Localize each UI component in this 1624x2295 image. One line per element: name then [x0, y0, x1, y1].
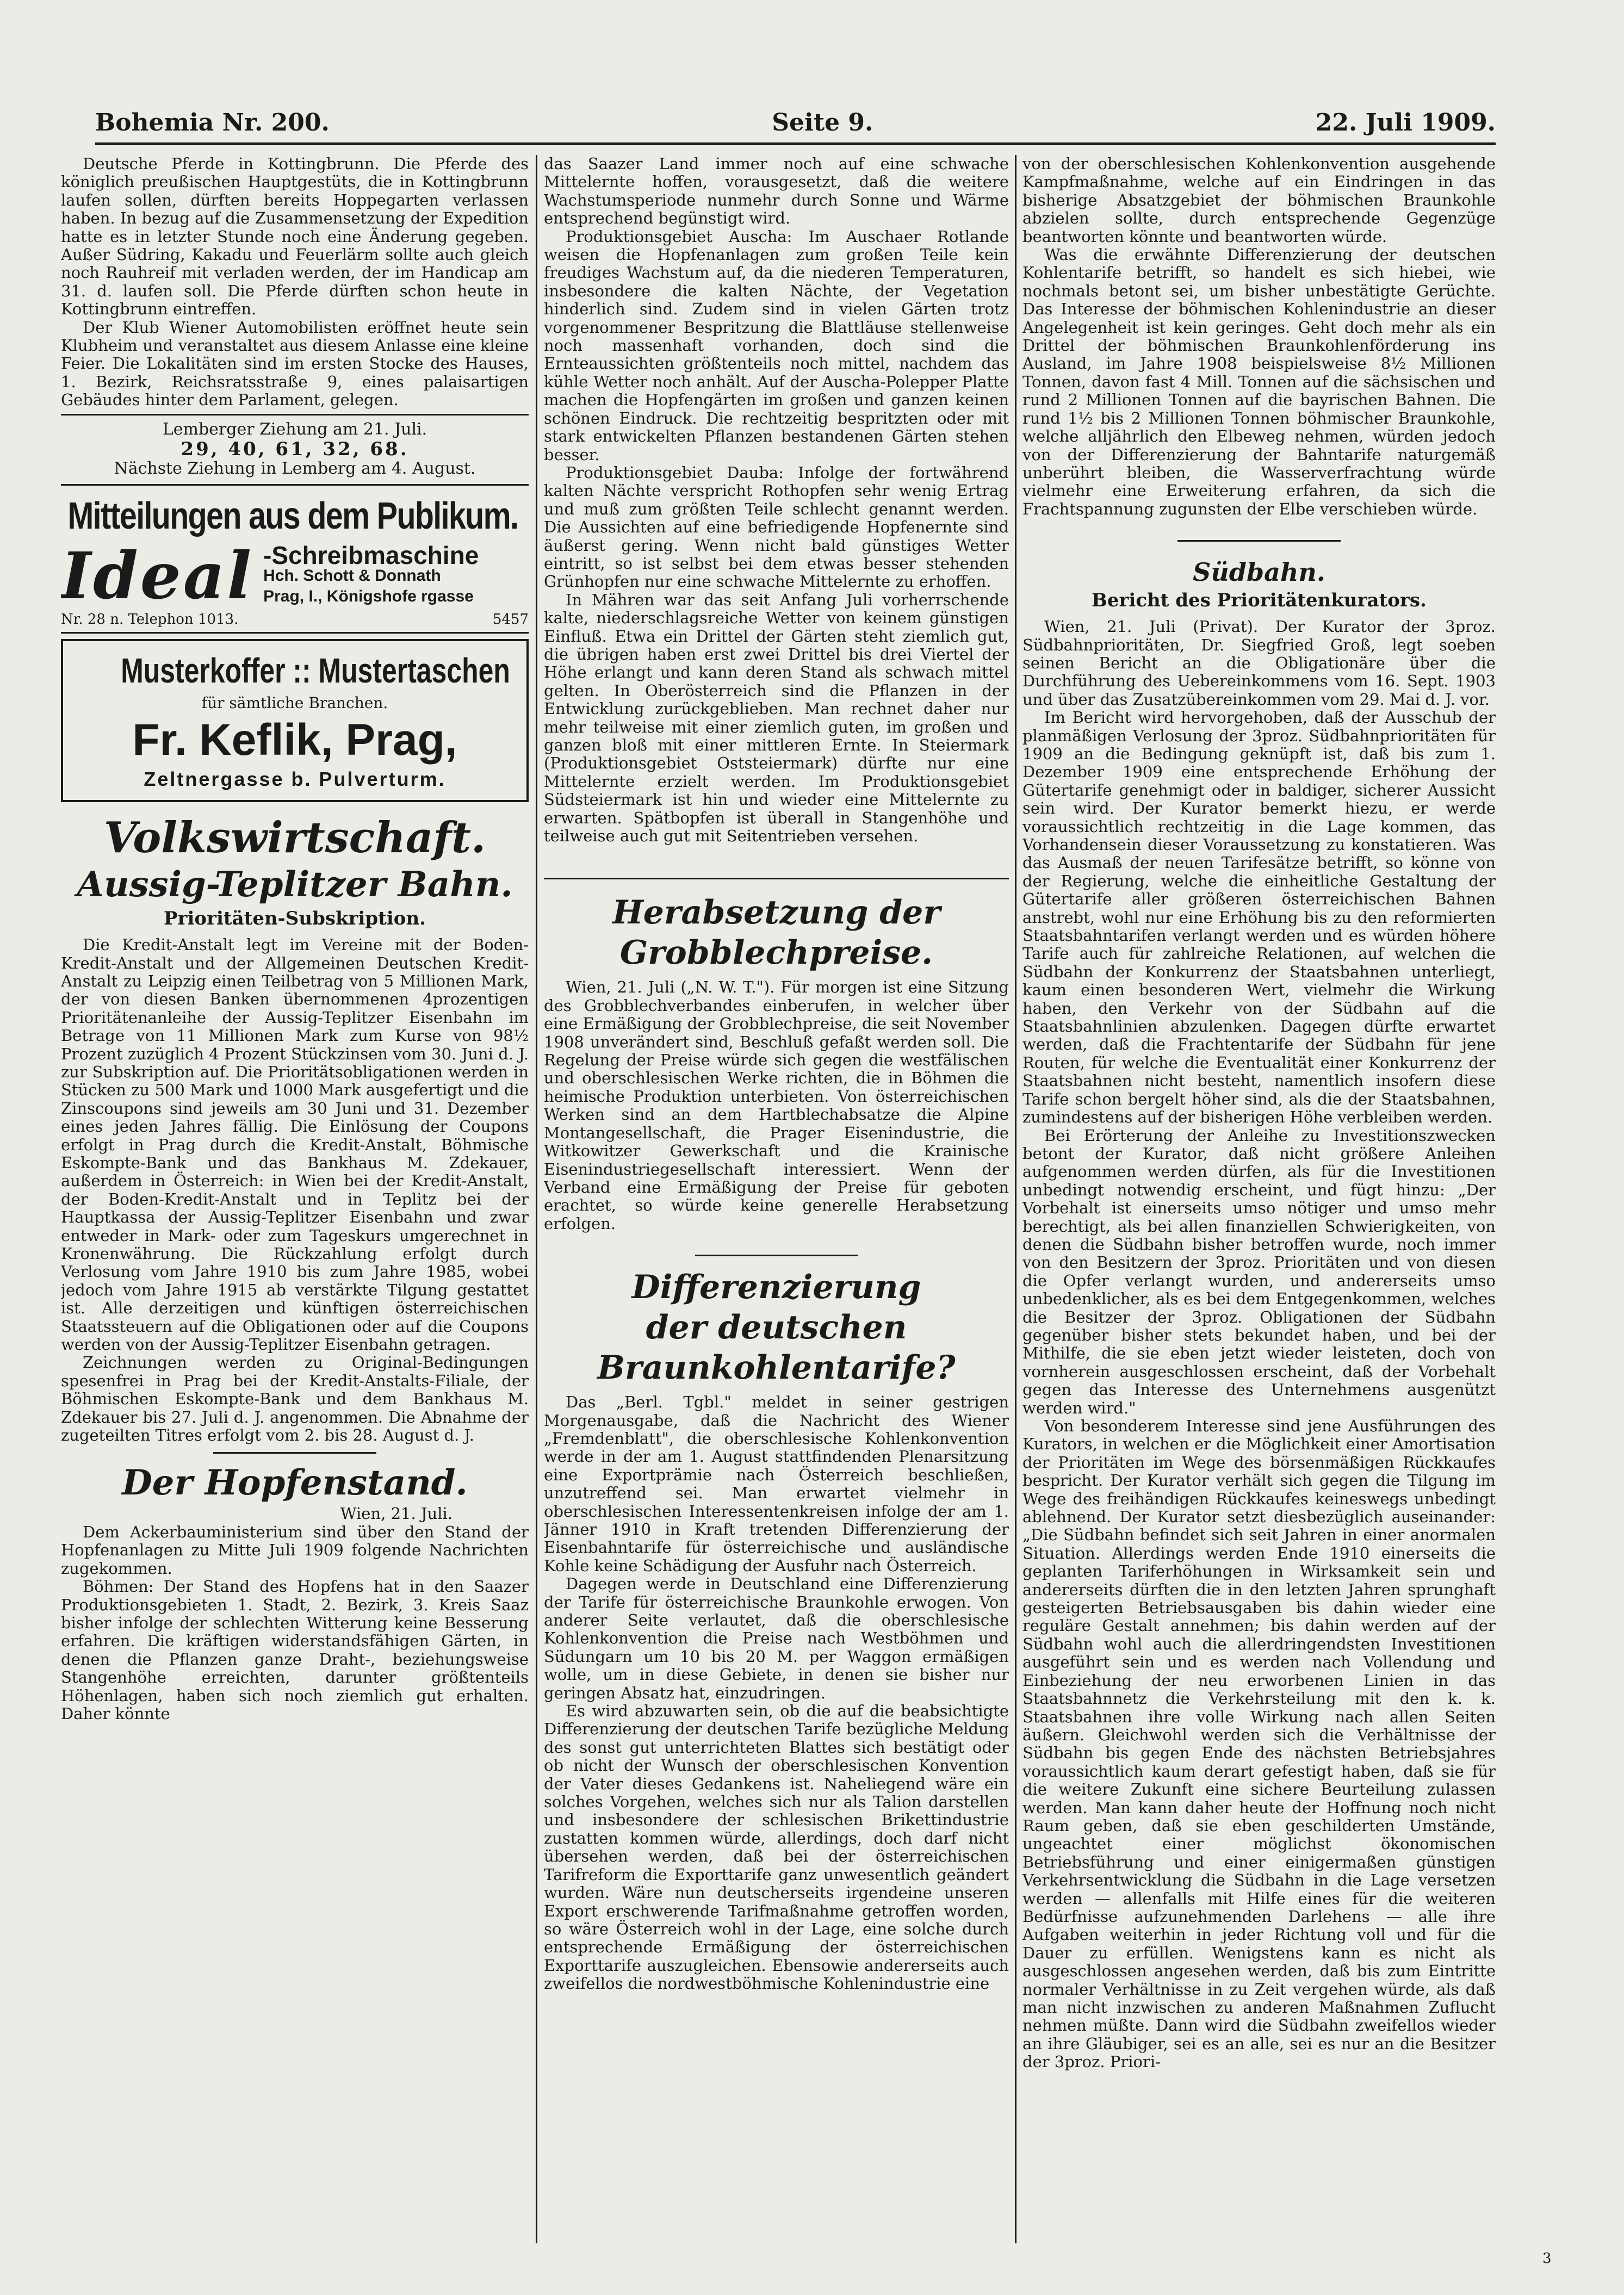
section-title-volkswirtschaft: Volkswirtschaft. — [103, 813, 486, 863]
divider — [1177, 540, 1341, 542]
article-title-aussig: Aussig-Teplitzer Bahn. — [77, 864, 513, 905]
article-hopfen-p1: Dem Ackerbauministerium sind über den Stand der Hopfenanlagen zu Mitte Juli 1909 folgende Nachrichten zugekommen. — [61, 1522, 529, 1578]
article-title-hopfen: Der Hopfenstand. — [122, 1462, 468, 1504]
masthead-page: Seite 9. — [772, 108, 873, 137]
column-1 — [61, 155, 529, 2243]
divider — [695, 1255, 858, 1256]
article-klub: Der Klub Wiener Automobilisten eröffnet heute sein Klubheim und veranstaltet aus diesem Anlasse eine kleine Feier. Die Lokalitäten sind im ersten Stocke des Hauses, 1. Bezirk, Reichsratsstraße 9, eines palaisartigen Gebäudes hinter dem Parlament, gelegen. — [61, 318, 529, 410]
publikum-heading: Mitteilungen aus dem Publikum. — [67, 494, 518, 537]
article-subtitle-aussig: Prioritäten-Subskription. — [163, 908, 426, 930]
article-title-differenzierung-2: der deutschen Braunkohlentarife? — [597, 1308, 956, 1387]
article-differenzierung-p3: Es wird abzuwarten sein, ob die auf die beabsichtigte Differenzierung der deutschen Tarife bezügliche Meldung des sonst gut unterrichteten Blattes sich bestätigt oder ob nicht der Wunsch der oberschlesischen Konvention der Vater dieses Gedankens ist. Naheliegend wäre ein solches Vorgehen, welches sich nur als Talion darstellen und insbesondere der schlesischen Brikettindustrie zustatten kommen würde, allerdings, doch darf nicht übersehen werden, daß bei der österreichischen Tarifreform die Exporttarife ganz unwesentlich geändert wurden. Wäre nun deutscherseits irgendeine unseren Export erschwerende Tarifmaßnahme getroffen worden, so wäre Österreich wohl in der Lage, eine solche durch entsprechende Ermäßigung der österreichischen Exporttarife auszugleichen. Ebensowie andererseits auch zweifellos die nordwestböhmische Kohlenindustrie eine — [544, 1702, 1009, 1993]
lotto-title: Lemberger Ziehung am 21. Juli. — [162, 419, 427, 439]
ideal-ad — [61, 537, 529, 634]
column-rule-1 — [536, 155, 537, 2243]
masthead-issue: Bohemia Nr. 200. — [95, 108, 330, 137]
divider — [61, 484, 529, 486]
lotto-next: Nächste Ziehung in Lemberg am 4. August. — [114, 458, 476, 478]
muster-line-2: für sämtliche Branchen. — [201, 694, 388, 712]
article-suedbahn-p4: Von besonderem Interesse sind jene Ausführungen des Kurators, in welchen er die Möglichkeit einer Amortisation der Prioritäten im Wege des börsenmäßigen Rückkaufes bespricht. Der Kurator verhält sich gegen die Tilgung im Wege des freihändigen Rückkaufes keineswegs unbedingt ablehnend. Der Kurator setzt diesbezüglich auseinander: „Die Südbahn befindet sich seit Jahren in einer anormalen Situation. Allerdings werden Ende 1910 einerseits die geplanten Tariferhöhungen in Wirksamkeit sein und andererseits dürften die in den letzten Jahren sprunghaft gesteigerten Betriebsausgaben bis dahin wieder eine reguläre Gestalt annehmen; bis dahin werden auf der Südbahn wohl auch die allerdringendsten Investitionen ausgeführt sein und es werden nach Vollendung und Einbeziehung der neu erworbenen Linien in das Staatsbahnnetz die Verkehrsteilung mit den k. k. Staatsbahnen ihre volle Wirkung nach allen Seiten äußern. Gleichwohl werden sich die Verhältnisse der Südbahn bis gegen Ende des nächsten Betriebsjahres voraussichtlich kaum derart gefestigt haben, daß sie für die weitere Zukunft eine sichere Beurteilung zulassen werden. Man kann daher heute der Hoffnung noch nicht Raum geben, daß sie eben geschilderten Umstände, ungeachtet einer möglichst ökonomischen Betriebsführung und einer einigermaßen günstigen Verkehrsentwicklung die Südbahn in die Lage versetzen werden — allenfalls mit Hilfe eines für die weiteren Bedürfnisse aufzunehmenden Darlehens — alle ihre Aufgaben weiterhin in jeder Richtung voll und für die Dauer zu erfüllen. Wenigstens kann es nicht als ausgeschlossen angesehen werden, daß bis zum Eintritte normaler Verhältnisse in zu Zeit vergehen würde, als daß man nicht inzwischen zu anderen Maßnahmen Zuflucht nehmen müßte. Dann wird die Südbahn zweifellos wieder an ihre Gläubiger, sei es an alle, sei es nur an die Besitzer der 3proz. Priori- — [1022, 1417, 1496, 2071]
article-title-differenzierung: Differenzierung — [631, 1268, 921, 1307]
ideal-code: 5457 — [492, 611, 529, 628]
ideal-phone: Nr. 28 n. Telephon 1013. — [61, 611, 239, 628]
article-hopfen-cont-p3: Produktionsgebiet Dauba: Infolge der fortwährend kalten Nächte verspricht Rothopfen sehr wenig Ertrag und muß zum größten Teile schlecht genannt werden. Die Aussichten auf eine befriedigende Hopfenernte sind äußerst gering. Wenn nicht bald günstiges Wetter eintritt, so ist selbst bei dem etwas besser stehenden Grünhopfen nur eine schwache Mittelernte zu erhoffen. — [544, 463, 1009, 591]
article-differenzierung-p2: Dagegen werde in Deutschland eine Differenzierung der Tarife für österreichische Braunkohle erwogen. Von anderer Seite verlautet, daß die oberschlesische Kohlenkonvention die Preise nach Westböhmen und Südungarn um 10 bis 20 M. per Waggon ermäßigen wolle, um in diese Gebiete, in denen sie bisher nur geringen Absatz hat, einzudringen. — [544, 1574, 1009, 1702]
column-3 — [1022, 155, 1496, 2243]
muster-line-3: Fr. Keflik, Prag, — [132, 715, 457, 765]
article-suedbahn-p2: Im Bericht wird hervorgehoben, daß der Ausschub der planmäßigen Verlosung der 3proz. Südbahnprioritäten für 1909 an die Bedingung geknüpft ist, daß bis zum 1. Dezember 1909 eine entsprechende Erhöhung der Gütertarife genehmigt oder in baldiger, sicherer Aussicht sein wird. Der Kurator bemerkt hiezu, er werde voraussichtlich rechtzeitig in die Lage kommen, das Vorhandensein dieser Voraussetzung zu konstatieren. Was das Ausmaß der neuen Tarifesätze betrifft, so könne von der Regierung, welche die einheitliche Gestaltung der Gütertarife aller größeren österreichischen Bahnen anstrebt, wohl nur eine Erhöhung bis zu den reformierten Staatsbahntarifen verlangt werden und es würden höhere Tarife auch für zahlreiche Relationen, auf welchen die Südbahn der Konkurrenz der Staatsbahnen unterliegt, kaum einen besonderen Wert, vielmehr die Wirkung haben, den Verkehr von der Südbahn auf die Staatsbahnlinien abzulenken. Dagegen dürfte erwartet werden, daß die Frachtentarife der Südbahn für jene Routen, für welche die Eventualität einer Konkurrenz der Staatsbahnen nicht besteht, namentlich insofern diese Tarife schon bergelt höher sind, als die der Staatsbahnen, zumindestens auf der bisherigen Höhe verbleiben werden. — [1022, 708, 1496, 1127]
article-hopfen-cont-p4: In Mähren war das seit Anfang Juli vorherrschende kalte, niederschlagsreiche Wetter von keinem günstigen Einfluß. Etwa ein Drittel der Gärten steht ziemlich gut, die übrigen haben erst zwei Drittel bis drei Viertel der Höhe erlangt und kann deren Stand als schwach mittel gelten. In Oberösterreich sind die Pflanzen in der Entwicklung zurückgeblieben. Man rechnet daher nur mehr teilweise mit einer ziemlich guten, im großen und ganzen bloß mit einer mittleren Ernte. In Steiermark (Produktionsgebiet Oststeiermark) dürfte nur eine Mittelernte erzielt werden. Im Produktionsgebiet Südsteiermark ist hin und wieder eine Mittelernte zu erwarten. Spätbopfen ist überall in Stangenhöhe und teilweise auch gut mit Seitentrieben versehen. — [544, 590, 1009, 846]
ideal-logo: Ideal — [61, 537, 254, 613]
divider — [61, 414, 529, 415]
article-grobblech: Wien, 21. Juli („N. W. T."). Für morgen ist eine Sitzung des Grobblechverbandes einberufen, in welcher über eine Ermäßigung der Grobblechpreise, die seit November 1908 unverändert sind, Beschluß gefaßt werden soll. Die Regelung der Preise würde sich gegen die westfälischen und oberschlesischen Werke richten, die in Böhmen die heimische Produktion unterbieten. Von österreichischen Werken sind an dem Hartblechabsatze die Alpine Montangesellschaft, die Prager Eisenindustrie, die Witkowitzer Gewerkschaft und die Krainische Eisenindustriegesellschaft interessiert. Wenn der Verband eine Ermäßigung der Preise für geboten erachtet, so würde keine generelle Herabsetzung erfolgen. — [544, 978, 1009, 1233]
article-hopfen-cont-p2: Produktionsgebiet Auscha: Im Auschaer Rotlande weisen die Hopfenanlagen zum großen Teile kein freudiges Wachstum auf, da die niederen Temperaturen, insbesondere die kalten Nächte, der Vegetation hinderlich sind. Zudem sind in vielen Gärten trotz vorgenommener Bespritzung die Blattläuse stellenweise noch massenhaft vorhanden, doch sind die Ernteaussichten größtenteils noch mittel, nachdem das kühle Wetter noch anhält. Auf der Auscha-Polepper Platte machen die Hopfengärten im großen und ganzen keinen schönen Eindruck. Die rechtzeitig bespritzten oder mit stark entwickelten Pflanzen bestandenen Gärten stehen besser. — [544, 227, 1009, 464]
muster-ad — [61, 639, 529, 802]
article-differenzierung-cont-p1: von der oberschlesischen Kohlenkonvention ausgehende Kampfmaßnahme, welche auf ein Eindringen in das bisherige Absatzgebiet der böhmischen Braunkohle abzielen sollte, durch entsprechende Gegenzüge beantworten könnte und beantworten würde. — [1022, 155, 1496, 246]
masthead — [95, 106, 1496, 139]
page-mark: 3 — [1542, 2250, 1552, 2267]
ideal-line-2: Hch. Schott & Donnath — [263, 566, 441, 585]
ideal-line-1: -Schreibmaschine — [263, 541, 479, 569]
ideal-line-3: Prag, I., Königshofe rgasse — [263, 587, 474, 605]
article-suedbahn-p3: Bei Erörterung der Anleihe zu Investitionszwecken betont der Kurator, daß nicht größere Anleihen aufgenommen werden dürfen, als für die Investitionen unbedingt notwendig erscheint, und fügt hinzu: „Der Vorbehalt ist einerseits umso nötiger und umso mehr berechtigt, als bei allen finanziellen Schwierigkeiten, von denen die Südbahn bisher betroffen wurde, noch immer von den Besitzern der 3proz. Prioritäten und von diesen die Opfer verlangt wurden, und andererseits umso unbedenklicher, als es bei dem Entgegenkommen, welches die Besitzer der 3proz. Obligationen der Südbahn gegenüber bisher stets bekundet haben, und bei der Mithilfe, die sie eben jetzt wieder leisteten, doch von vornherein ausgeschlossen erscheint, daß der Vorbehalt gegen das Interesse des Unternehmens ausgenützt werden wird." — [1022, 1126, 1496, 1417]
article-pferde: Deutsche Pferde in Kottingbrunn. Die Pferde des königlich preußischen Hauptgestüts, die in Kottingbrunn laufen sollen, dürften bereits Hoppegarten verlassen haben. In bezug auf die Zusammensetzung der Expedition hatte es in letzter Stunde noch eine Änderung gegeben. Außer Südring, Kakadu und Feuerlärm sollte auch gleich noch Rauhreif mit verladen werden, der im Handicap am 31. d. laufen soll. Die Pferde dürften schon heute in Kottingbrunn eintreffen. — [61, 155, 529, 319]
article-subtitle-suedbahn: Bericht des Prioritätenkurators. — [1092, 590, 1427, 612]
article-differenzierung-p1: Das „Berl. Tgbl." meldet in seiner gestrigen Morgenausgabe, daß die Nachricht des Wiener „Fremdenblatt", die oberschlesische Kohlenkonvention werde in der am 1. August stattfindenden Plenarsitzung eine Exportprämie nach Österreich beschließen, unzutreffend sei. Man erwartet vielmehr in oberschlesischen Interessentenkreisen infolge der am 1. Jänner 1910 in Kraft tretenden Differenzierung der Eisenbahntarife für österreichische und ausländische Kohle keine Schädigung der Ausfuhr nach Österreich. — [544, 1393, 1009, 1575]
article-aussig-p2: Zeichnungen werden zu Original-Bedingungen spesenfrei in Prag bei der Kredit-Anstalts-Filiale, der Böhmischen Eskompte-Bank und dem Bankhaus M. Zdekauer bis 27. Juli d. J. angenommen. Die Abnahme der zugeteilten Titres erfolgt vom 2. bis 28. August d. J. — [61, 1353, 529, 1445]
article-title-suedbahn: Südbahn. — [1193, 557, 1325, 587]
masthead-date: 22. Juli 1909. — [1315, 108, 1496, 137]
masthead-rule — [95, 142, 1496, 145]
article-hopfen-p2: Böhmen: Der Stand des Hopfens hat in den Saazer Produktionsgebieten 1. Stadt, 2. Bezirk, 3. Kreis Saaz bisher infolge der schlechten Witterung keine Besserung erfahren. Die kräftigen widerstandsfähigen Gärten, in denen die Pflanzen ganze Draht-, beziehungsweise Stangenhöhe erreichten, darunter größtenteils Höhenlagen, haben sich noch ziemlich gut erhalten. Daher könnte — [61, 1577, 529, 1723]
divider — [213, 1452, 376, 1454]
lotto-numbers: 29, 40, 61, 32, 68. — [181, 438, 409, 460]
divider — [544, 878, 1009, 879]
article-title-grobblech: Herabsetzung der Grobblechpreise. — [612, 894, 940, 972]
muster-line-4: Zeltnergasse b. Pulverturm. — [144, 768, 446, 791]
article-differenzierung-cont-p2: Was die erwähnte Differenzierung der deutschen Kohlentarife betrifft, so handelt es sich hiebei, wie nochmals betont sei, um bisher unbestätigte Gerüchte. Das Interesse der böhmischen Kohlenindustrie an dieser Angelegenheit ist kein geringes. Geht doch mehr als ein Drittel der böhmischen Braunkohlenförderung ins Ausland, im Jahre 1908 beispielsweise 8½ Millionen Tonnen, davon fast 4 Mill. Tonnen auf die sächsischen und rund 2 Millionen Tonnen auf die bayrischen Bahnen. Die rund 1½ bis 2 Millionen Tonnen böhmischer Braunkohle, welche alljährlich den Elbeweg nehmen, würden jedoch von der Differenzierung der Bahntarife naturgemäß unberührt bleiben, die Wasserverfrachtung würde vielmehr eine Erweiterung erfahren, da sich die Frachtspannung zugunsten der Elbe verschieben würde. — [1022, 245, 1496, 518]
column-2 — [544, 155, 1009, 2243]
lotto-block — [61, 420, 529, 479]
article-aussig-p1: Die Kredit-Anstalt legt im Vereine mit der Boden-Kredit-Anstalt und der Allgemeinen Deutschen Kredit-Anstalt zu Leipzig einen Teilbetrag von 5 Millionen Mark, der von diesen Banken übernommenen 4prozentigen Prioritätenanleihe der Aussig-Teplitzer Eisenbahn im Betrage von 11 Millionen Mark zum Kurse von 98½ Prozent zuzüglich 4 Prozent Stückzinsen vom 30. Juni d. J. zur Subskription auf. Die Prioritätsobligationen werden in Stücken zu 500 Mark und 1000 Mark ausgefertigt und die Zinscoupons sind jeweils am 30 Juni und 31. Dezember eines jeden Jahres fällig. Die Einlösung der Coupons erfolgt in Prag durch die Kredit-Anstalt, Böhmische Eskompte-Bank und das Bankhaus M. Zdekauer, außerdem in Österreich: in Wien bei der Kredit-Anstalt, der Boden-Kredit-Anstalt und in Teplitz bei der Hauptkassa der Aussig-Teplitzer Eisenbahn und zwar entweder in Mark- oder zum Tageskurs umgerechnet in Kronenwährung. Die Rückzahlung erfolgt durch Verlosung vom Jahre 1910 bis zum Jahre 1985, wobei jedoch vom Jahre 1915 ab verstärkte Tilgung gestattet ist. Alle derzeitigen und künftigen österreichischen Staatssteuern auf die Obligationen oder auf die Coupons werden von der Aussig-Teplitzer Eisenbahn getragen. — [61, 935, 529, 1354]
article-hopfen-cont-p1: das Saazer Land immer noch auf eine schwache Mittelernte hoffen, vorausgesetzt, daß die weitere Wachstumsperiode nunmehr durch Sonne und Wärme entsprechend begünstigt wird. — [544, 155, 1009, 228]
column-rule-2 — [1015, 155, 1016, 2243]
dateline-hopfen: Wien, 21. Juli. — [340, 1504, 453, 1523]
muster-line-1: Musterkoffer :: Mustertaschen — [121, 651, 510, 691]
article-suedbahn-p1: Wien, 21. Juli (Privat). Der Kurator der 3proz. Südbahnprioritäten, Dr. Siegfried Groß, legt soeben seinen Bericht an die Obligationäre über die Durchführung des Uebereinkommens vom 16. Sept. 1903 und über das Zusatzübereinkommen vom 29. Mai d. J. vor. — [1022, 617, 1496, 709]
